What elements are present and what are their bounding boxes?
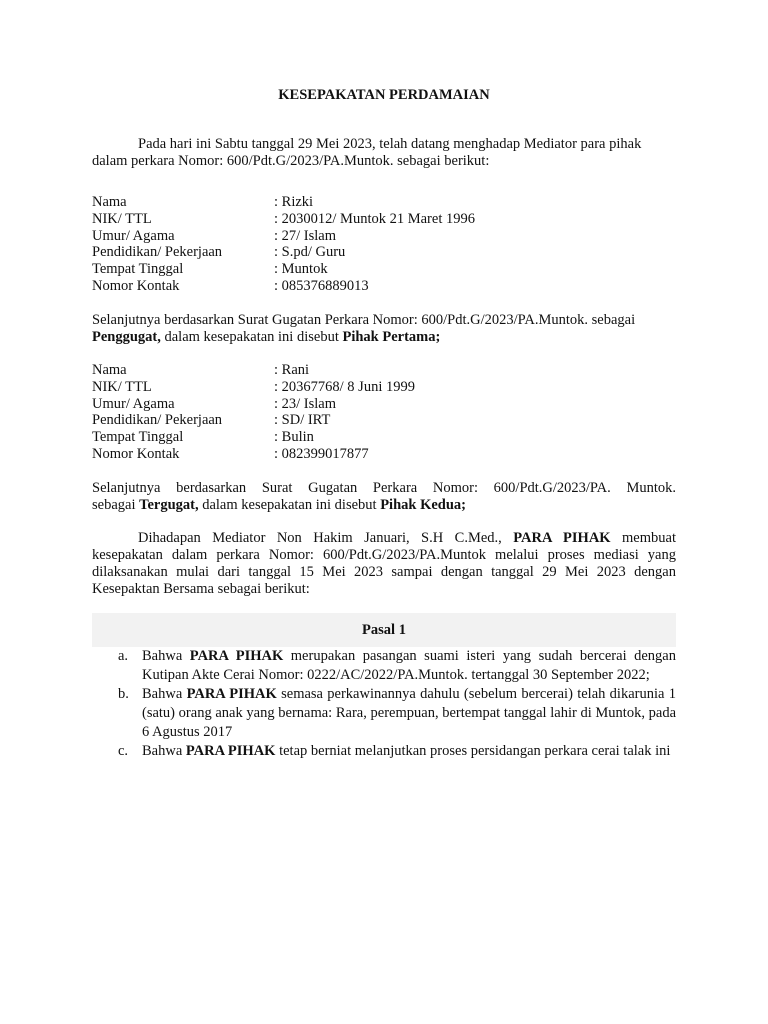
list-item: c. Bahwa PARA PIHAK tetap berniat melanjutkan proses persidangan perkara cerai talak ini [118, 743, 671, 759]
document-title: KESEPAKATAN PERDAMAIAN [278, 87, 490, 103]
party1-desc-line-1: Selanjutnya berdasarkan Surat Gugatan Perkara Nomor: 600/Pdt.G/2023/PA.Muntok. sebagai [92, 312, 636, 328]
pasal-item-list [92, 647, 676, 761]
party2-value: : 082399017877 [274, 445, 369, 462]
party1-desc-line-2: Penggugat, dalam kesepakatan ini disebut Pihak Pertama; [92, 329, 441, 345]
mediation-line-2: kesepakatan dalam perkara Nomor: 600/Pdt.G/2023/PA.Muntok melalui proses mediasi yang [92, 547, 676, 563]
party2-row [92, 379, 415, 396]
party2-value: : Bulin [274, 429, 314, 446]
party2-row [92, 429, 415, 446]
party2-row [92, 412, 415, 429]
party1-value: : S.pd/ Guru [274, 244, 346, 261]
party1-value: : Muntok [274, 261, 328, 278]
party2-row [92, 396, 415, 413]
party2-description [92, 480, 676, 514]
party1-row [92, 228, 475, 245]
pihak-pertama: Pihak Pertama; [342, 329, 441, 345]
party2-label: Pendidikan/ Pekerjaan [92, 412, 223, 429]
para-pihak: PARA PIHAK [513, 530, 611, 546]
party2-label: Umur/ Agama [92, 395, 175, 412]
party1-row [92, 194, 475, 211]
party1-label: NIK/ TTL [92, 210, 152, 227]
party1-row [92, 278, 475, 295]
role-penggugat: Penggugat, [92, 329, 161, 345]
party1-description [92, 312, 676, 346]
party1-label: Nama [92, 194, 127, 210]
party2-value: : 20367768/ 8 Juni 1999 [274, 378, 415, 395]
party2-value: : SD/ IRT [274, 412, 331, 429]
party2-desc-line-1: Selanjutnya berdasarkan Surat Gugatan Perkara Nomor: 600/Pdt.G/2023/PA. Muntok. [92, 480, 676, 496]
party2-desc-line-2: sebagai Tergugat, dalam kesepakatan ini disebut Pihak Kedua; [92, 497, 467, 513]
intro-paragraph [92, 136, 676, 170]
list-marker: c. [118, 743, 129, 759]
pasal-heading [92, 613, 676, 647]
list-item: b. Bahwa PARA PIHAK semasa perkawinannya dahulu (sebelum bercerai) telah dikarunia 1 (satu) orang anak yang bernama: Rara, perempuan, bertempat tanggal lahir di Muntok, pada 6 Agustus 2017 [118, 686, 676, 740]
party1-value: : Rizki [274, 194, 314, 210]
party1-label: Pendidikan/ Pekerjaan [92, 244, 223, 261]
list-marker: b. [118, 686, 129, 702]
party1-row [92, 211, 475, 228]
party2-table [92, 362, 415, 463]
party2-value: : Rani [274, 362, 310, 378]
mediation-line-1: Dihadapan Mediator Non Hakim Januari, S.H C.Med., PARA PIHAK membuat [138, 530, 676, 546]
party1-row [92, 244, 475, 261]
party1-table [92, 194, 475, 295]
party2-row [92, 362, 415, 379]
mediation-paragraph [92, 530, 676, 598]
party1-value: : 27/ Islam [274, 227, 337, 244]
mediation-line-4: Kesepaktan Bersama sebagai berikut: [92, 581, 310, 597]
party2-value: : 23/ Islam [274, 395, 337, 412]
pasal-title: Pasal 1 [362, 621, 406, 638]
party2-label: Tempat Tinggal [92, 429, 184, 446]
party1-value: : 085376889013 [274, 277, 369, 294]
intro-line-2: dalam perkara Nomor: 600/Pdt.G/2023/PA.Muntok. sebagai berikut: [92, 153, 490, 169]
party2-label: Nomor Kontak [92, 445, 180, 462]
party2-label: NIK/ TTL [92, 378, 152, 395]
role-tergugat: Tergugat, [139, 497, 199, 513]
party1-label: Nomor Kontak [92, 277, 180, 294]
intro-line-1: Pada hari ini Sabtu tanggal 29 Mei 2023, telah datang menghadap Mediator para pihak [138, 136, 642, 152]
party2-label: Nama [92, 362, 127, 378]
party1-label: Umur/ Agama [92, 227, 175, 244]
party1-label: Tempat Tinggal [92, 261, 184, 278]
party2-row [92, 446, 415, 463]
list-item: a. Bahwa PARA PIHAK merupakan pasangan suami isteri yang sudah bercerai dengan Kutipan Akte Cerai Nomor: 0222/AC/2022/PA.Muntok. tertanggal 30 September 2022; [118, 648, 676, 683]
party1-row [92, 261, 475, 278]
pihak-kedua: Pihak Kedua; [380, 497, 467, 513]
list-marker: a. [118, 648, 129, 664]
party1-value: : 2030012/ Muntok 21 Maret 1996 [274, 210, 475, 227]
mediation-line-3: dilaksanakan mulai dari tanggal 15 Mei 2023 sampai dengan tanggal 29 Mei 2023 dengan [92, 564, 676, 580]
